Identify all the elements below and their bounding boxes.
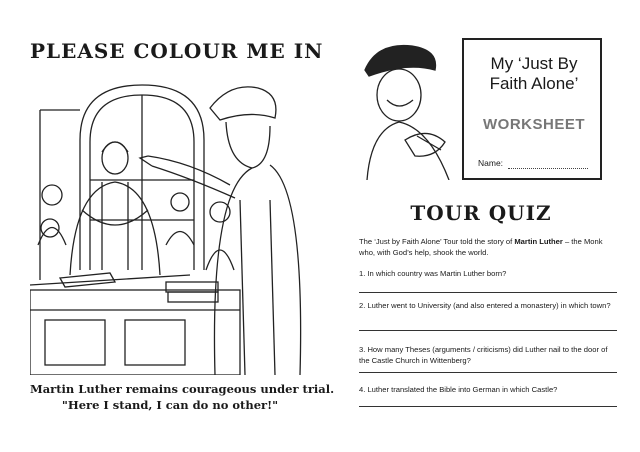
- worksheet-page: [322, 0, 640, 452]
- quiz-title: TOUR QUIZ: [410, 201, 552, 225]
- quiz-question-3: 3. How many Theses (arguments / criticisms) did Luther nail to the door of the Castle Church in Wittenberg?: [359, 345, 608, 365]
- worksheet-title-line: My ‘Just By: [490, 54, 578, 73]
- caption-line: Martin Luther remains courageous under trial.: [30, 382, 335, 396]
- caption-line: "Here I stand, I can do no other!": [61, 398, 279, 412]
- answer-line-4[interactable]: [359, 406, 617, 407]
- worksheet-title-box: [462, 38, 602, 180]
- luther-portrait-illustration: [357, 40, 462, 180]
- worksheet-title-line: Faith Alone’: [489, 74, 579, 93]
- worksheet-label: WORKSHEET: [483, 116, 585, 133]
- quiz-question-1: 1. In which country was Martin Luther born?: [359, 269, 507, 278]
- answer-line-1[interactable]: [359, 292, 617, 293]
- luther-trial-illustration: [30, 70, 310, 375]
- quiz-intro: [359, 236, 617, 258]
- intro-highlight: Martin Luther: [514, 237, 563, 246]
- name-label: Name:: [478, 158, 504, 168]
- quiz-question-2: 2. Luther went to University (and also entered a monastery) in which town?: [359, 301, 611, 310]
- answer-line-3[interactable]: [359, 372, 617, 373]
- colouring-title: PLEASE COLOUR ME IN: [30, 39, 324, 63]
- answer-line-2[interactable]: [359, 330, 617, 331]
- illustration-caption: [30, 381, 335, 413]
- quiz-question-4: 4. Luther translated the Bible into German in which Castle?: [359, 385, 558, 394]
- name-field[interactable]: [508, 168, 588, 169]
- intro-text: – the Monk who, with God’s help, shook the world.: [359, 237, 603, 257]
- intro-text: The ‘Just by Faith Alone’ Tour told the story of: [359, 237, 515, 246]
- worksheet-title: [472, 54, 596, 94]
